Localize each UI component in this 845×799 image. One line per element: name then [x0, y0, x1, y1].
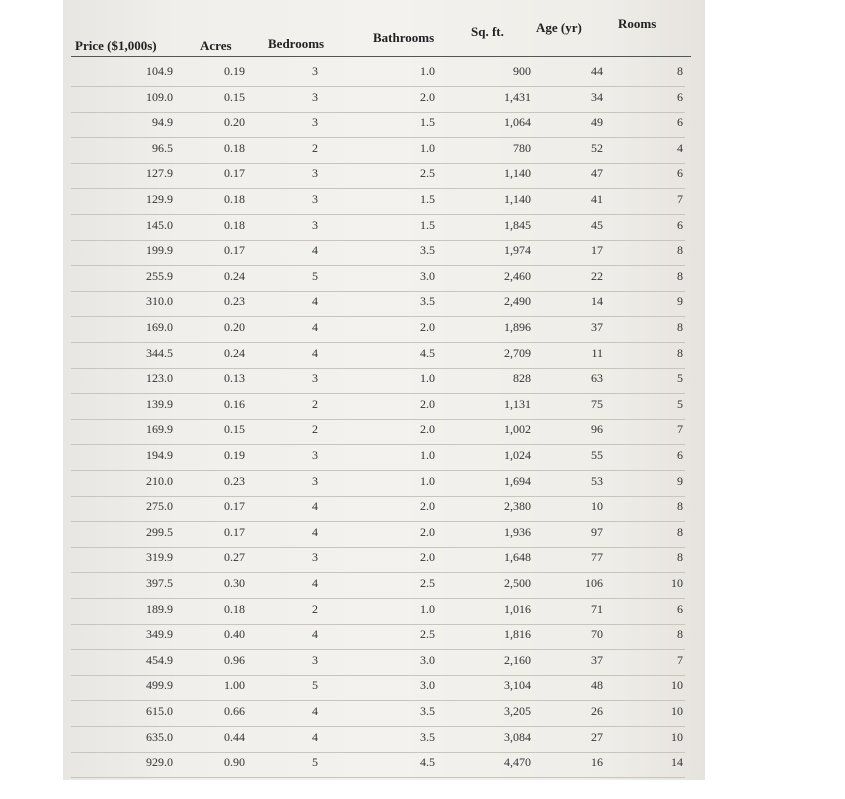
acres-cell: 0.18: [224, 217, 245, 232]
sqft-cell: 780: [513, 140, 531, 155]
price-cell: 194.9: [146, 448, 173, 462]
table-row: [63, 676, 705, 701]
table-row: [63, 651, 705, 676]
age-cell: 71: [591, 601, 603, 616]
rooms-cell: 8: [677, 320, 683, 334]
bathrooms-cell: 2.0: [420, 396, 435, 411]
table-row: [63, 216, 705, 241]
bedrooms-cell: 3: [312, 550, 318, 565]
sqft-cell: 1,016: [504, 601, 531, 616]
price-cell: 169.0: [146, 320, 173, 334]
price-cell: 189.9: [146, 601, 173, 616]
acres-cell: 0.20: [224, 115, 245, 130]
age-cell: 11: [591, 345, 603, 360]
price-cell: 615.0: [146, 704, 173, 718]
bathrooms-cell: 2.5: [420, 627, 435, 642]
rooms-cell: 10: [671, 704, 683, 718]
bathrooms-cell: 2.5: [420, 166, 435, 181]
acres-cell: 0.16: [224, 396, 245, 411]
sqft-cell: 1,896: [504, 320, 531, 334]
sqft-cell: 3,084: [504, 729, 531, 744]
rooms-cell: 8: [677, 345, 683, 360]
table-row: [63, 164, 705, 189]
bedrooms-cell: 3: [312, 371, 318, 386]
rooms-cell: 8: [677, 550, 683, 565]
bedrooms-cell: 4: [312, 320, 318, 334]
bedrooms-cell: 2: [312, 396, 318, 411]
sqft-cell: 1,974: [504, 243, 531, 258]
acres-cell: 0.24: [224, 268, 245, 283]
bedrooms-cell: 4: [312, 576, 318, 590]
sqft-cell: 1,024: [504, 448, 531, 462]
rooms-cell: 8: [677, 268, 683, 283]
bathrooms-cell: 3.5: [420, 243, 435, 258]
price-cell: 275.0: [146, 499, 173, 514]
acres-cell: 0.90: [224, 755, 245, 770]
table-row: [63, 625, 705, 650]
bedrooms-cell: 3: [312, 448, 318, 462]
sqft-cell: 828: [513, 371, 531, 386]
sqft-cell: 1,064: [504, 115, 531, 130]
table-row: [63, 190, 705, 215]
acres-cell: 0.19: [224, 64, 245, 78]
rooms-cell: 8: [677, 524, 683, 539]
bedrooms-cell: 5: [312, 678, 318, 693]
sqft-cell: 3,104: [504, 678, 531, 693]
age-cell: 96: [591, 422, 603, 437]
age-cell: 106: [585, 576, 603, 590]
age-cell: 17: [591, 243, 603, 258]
bedrooms-cell: 4: [312, 729, 318, 744]
rooms-cell: 6: [677, 601, 683, 616]
acres-cell: 0.18: [224, 601, 245, 616]
rooms-cell: 6: [677, 217, 683, 232]
bedrooms-cell: 4: [312, 524, 318, 539]
sqft-cell: 1,694: [504, 473, 531, 488]
age-cell: 26: [591, 704, 603, 718]
acres-cell: 0.17: [224, 524, 245, 539]
sqft-cell: 1,648: [504, 550, 531, 565]
bedrooms-cell: 5: [312, 755, 318, 770]
rooms-cell: 7: [677, 192, 683, 206]
bedrooms-cell: 3: [312, 64, 318, 78]
header-rooms: Rooms: [618, 16, 657, 31]
table-row: [63, 702, 705, 727]
price-cell: 635.0: [146, 729, 173, 744]
acres-cell: 0.17: [224, 166, 245, 181]
acres-cell: 0.23: [224, 294, 245, 309]
price-cell: 129.9: [146, 192, 173, 206]
rooms-cell: 14: [671, 755, 683, 770]
header-sqft: Sq. ft.: [471, 24, 504, 39]
bedrooms-cell: 4: [312, 345, 318, 360]
bedrooms-cell: 3: [312, 473, 318, 488]
bathrooms-cell: 3.0: [420, 268, 435, 283]
bathrooms-cell: 4.5: [420, 755, 435, 770]
age-cell: 37: [591, 652, 603, 667]
bedrooms-cell: 4: [312, 243, 318, 258]
header-price: Price ($1,000s): [75, 38, 157, 53]
bedrooms-cell: 2: [312, 140, 318, 155]
sqft-cell: 2,490: [504, 294, 531, 309]
acres-cell: 0.30: [224, 576, 245, 590]
sqft-cell: 900: [513, 64, 531, 78]
price-cell: 127.9: [146, 166, 173, 181]
age-cell: 10: [591, 499, 603, 514]
age-cell: 34: [591, 89, 603, 104]
price-cell: 349.9: [146, 627, 173, 642]
table-row: [63, 62, 705, 87]
header-bedrooms: Bedrooms: [268, 36, 325, 51]
age-cell: 16: [591, 755, 603, 770]
age-cell: 97: [591, 524, 603, 539]
age-cell: 37: [591, 320, 603, 334]
bedrooms-cell: 5: [312, 268, 318, 283]
price-cell: 210.0: [146, 473, 173, 488]
table-row: [63, 420, 705, 445]
bathrooms-cell: 1.0: [420, 473, 435, 488]
price-cell: 139.9: [146, 396, 173, 411]
sqft-cell: 1,845: [504, 217, 531, 232]
price-cell: 344.5: [146, 345, 173, 360]
age-cell: 47: [591, 166, 603, 181]
age-cell: 27: [591, 729, 603, 744]
sqft-cell: 2,160: [504, 652, 531, 667]
age-cell: 70: [591, 627, 603, 642]
bedrooms-cell: 2: [312, 422, 318, 437]
header-rule: [71, 56, 691, 57]
bathrooms-cell: 3.0: [420, 652, 435, 667]
sqft-cell: 1,431: [504, 89, 531, 104]
acres-cell: 0.15: [224, 422, 245, 437]
bathrooms-cell: 2.0: [420, 422, 435, 437]
table-row: [63, 241, 705, 266]
bathrooms-cell: 2.0: [420, 550, 435, 565]
price-cell: 169.9: [146, 422, 173, 437]
table-row: [63, 344, 705, 369]
bedrooms-cell: 3: [312, 166, 318, 181]
header-bathrooms: Bathrooms: [373, 30, 435, 45]
price-cell: 929.0: [146, 755, 173, 770]
rooms-cell: 7: [677, 652, 683, 667]
rooms-cell: 6: [677, 166, 683, 181]
age-cell: 52: [591, 140, 603, 155]
bathrooms-cell: 2.0: [420, 89, 435, 104]
price-cell: 319.9: [146, 550, 173, 565]
age-cell: 41: [591, 192, 603, 206]
housing-data-table: [63, 0, 705, 780]
acres-cell: 0.17: [224, 499, 245, 514]
price-cell: 299.5: [146, 524, 173, 539]
bathrooms-cell: 2.0: [420, 320, 435, 334]
price-cell: 199.9: [146, 243, 173, 258]
bathrooms-cell: 1.5: [420, 217, 435, 232]
price-cell: 454.9: [146, 652, 173, 667]
table-row: [63, 318, 705, 343]
bathrooms-cell: 1.5: [420, 192, 435, 206]
rooms-cell: 6: [677, 89, 683, 104]
bedrooms-cell: 4: [312, 627, 318, 642]
acres-cell: 0.18: [224, 140, 245, 155]
age-cell: 77: [591, 550, 603, 565]
acres-cell: 0.24: [224, 345, 245, 360]
table-row: [63, 369, 705, 394]
sqft-cell: 2,500: [504, 576, 531, 590]
price-cell: 397.5: [146, 576, 173, 590]
sqft-cell: 1,816: [504, 627, 531, 642]
table-row: [63, 523, 705, 548]
bathrooms-cell: 1.5: [420, 115, 435, 130]
bathrooms-cell: 3.5: [420, 704, 435, 718]
acres-cell: 0.23: [224, 473, 245, 488]
acres-cell: 0.13: [224, 371, 245, 386]
price-cell: 123.0: [146, 371, 173, 386]
table-row: [63, 395, 705, 420]
bathrooms-cell: 3.5: [420, 729, 435, 744]
table-row: [63, 753, 705, 778]
acres-cell: 0.40: [224, 627, 245, 642]
rooms-cell: 8: [677, 627, 683, 642]
age-cell: 49: [591, 115, 603, 130]
acres-cell: 0.44: [224, 729, 245, 744]
sqft-cell: 1,131: [504, 396, 531, 411]
bathrooms-cell: 1.0: [420, 140, 435, 155]
bathrooms-cell: 2.5: [420, 576, 435, 590]
header-acres: Acres: [200, 38, 232, 53]
rooms-cell: 8: [677, 499, 683, 514]
acres-cell: 0.15: [224, 89, 245, 104]
acres-cell: 0.66: [224, 704, 245, 718]
rooms-cell: 6: [677, 115, 683, 130]
price-cell: 104.9: [146, 64, 173, 78]
bedrooms-cell: 3: [312, 192, 318, 206]
rooms-cell: 7: [677, 422, 683, 437]
price-cell: 109.0: [146, 89, 173, 104]
price-cell: 96.5: [152, 140, 173, 155]
table-row: [63, 446, 705, 471]
bathrooms-cell: 2.0: [420, 499, 435, 514]
age-cell: 45: [591, 217, 603, 232]
table-row: [63, 497, 705, 522]
table-row: [63, 728, 705, 753]
age-cell: 75: [591, 396, 603, 411]
sqft-cell: 1,936: [504, 524, 531, 539]
sqft-cell: 3,205: [504, 704, 531, 718]
acres-cell: 0.19: [224, 448, 245, 462]
age-cell: 44: [591, 64, 603, 78]
bedrooms-cell: 4: [312, 294, 318, 309]
bedrooms-cell: 3: [312, 89, 318, 104]
bedrooms-cell: 4: [312, 704, 318, 718]
rooms-cell: 6: [677, 448, 683, 462]
bedrooms-cell: 4: [312, 499, 318, 514]
age-cell: 63: [591, 371, 603, 386]
price-cell: 255.9: [146, 268, 173, 283]
table-row: [63, 267, 705, 292]
acres-cell: 0.18: [224, 192, 245, 206]
sqft-cell: 2,709: [504, 345, 531, 360]
table-row: [63, 88, 705, 113]
acres-cell: 0.20: [224, 320, 245, 334]
bathrooms-cell: 1.0: [420, 601, 435, 616]
bathrooms-cell: 1.0: [420, 448, 435, 462]
rooms-cell: 9: [677, 294, 683, 309]
rooms-cell: 4: [677, 140, 683, 155]
bathrooms-cell: 2.0: [420, 524, 435, 539]
table-row: [63, 139, 705, 164]
bathrooms-cell: 1.0: [420, 64, 435, 78]
row-divider: [71, 777, 685, 778]
price-cell: 499.9: [146, 678, 173, 693]
price-cell: 94.9: [152, 115, 173, 130]
table-row: [63, 574, 705, 599]
rooms-cell: 10: [671, 576, 683, 590]
acres-cell: 1.00: [224, 678, 245, 693]
rooms-cell: 5: [677, 371, 683, 386]
table-row: [63, 113, 705, 138]
sqft-cell: 1,002: [504, 422, 531, 437]
table-row: [63, 472, 705, 497]
rooms-cell: 8: [677, 64, 683, 78]
bedrooms-cell: 3: [312, 115, 318, 130]
rooms-cell: 10: [671, 678, 683, 693]
sqft-cell: 4,470: [504, 755, 531, 770]
bedrooms-cell: 3: [312, 217, 318, 232]
age-cell: 48: [591, 678, 603, 693]
bedrooms-cell: 3: [312, 652, 318, 667]
bathrooms-cell: 1.0: [420, 371, 435, 386]
bedrooms-cell: 2: [312, 601, 318, 616]
bathrooms-cell: 3.0: [420, 678, 435, 693]
rooms-cell: 8: [677, 243, 683, 258]
age-cell: 55: [591, 448, 603, 462]
sqft-cell: 2,460: [504, 268, 531, 283]
sqft-cell: 1,140: [504, 166, 531, 181]
age-cell: 22: [591, 268, 603, 283]
price-cell: 145.0: [146, 217, 173, 232]
age-cell: 53: [591, 473, 603, 488]
header-age: Age (yr): [536, 20, 582, 35]
table-row: [63, 600, 705, 625]
table-row: [63, 548, 705, 573]
book-page: [63, 0, 705, 780]
age-cell: 14: [591, 294, 603, 309]
acres-cell: 0.17: [224, 243, 245, 258]
rooms-cell: 10: [671, 729, 683, 744]
bathrooms-cell: 4.5: [420, 345, 435, 360]
price-cell: 310.0: [146, 294, 173, 309]
sqft-cell: 2,380: [504, 499, 531, 514]
acres-cell: 0.96: [224, 652, 245, 667]
sqft-cell: 1,140: [504, 192, 531, 206]
table-row: [63, 292, 705, 317]
acres-cell: 0.27: [224, 550, 245, 565]
rooms-cell: 5: [677, 396, 683, 411]
bathrooms-cell: 3.5: [420, 294, 435, 309]
rooms-cell: 9: [677, 473, 683, 488]
